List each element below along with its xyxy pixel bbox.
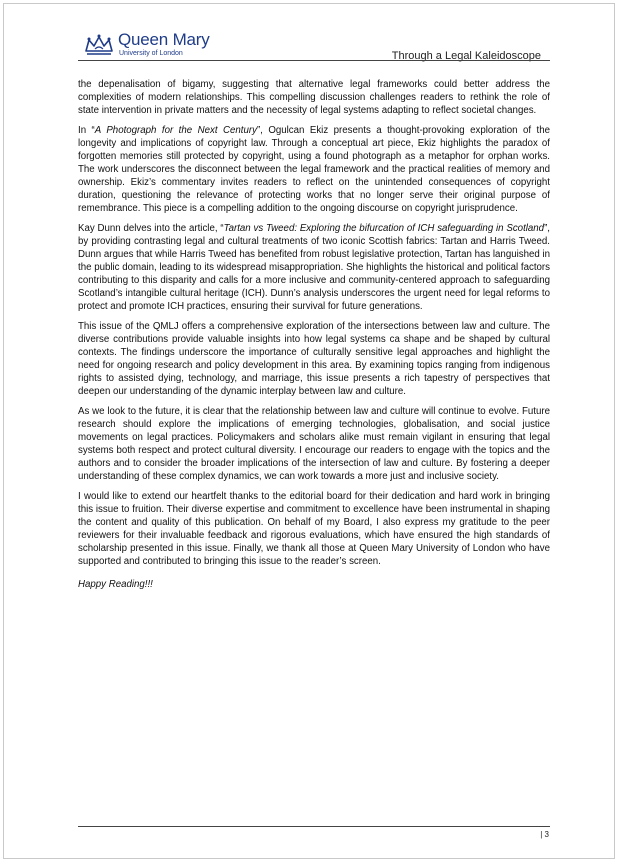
paragraph <box>78 124 550 215</box>
logo-subtitle: University of London <box>119 50 183 57</box>
work-title: Tartan vs Tweed: Exploring the bifurcation of ICH safeguarding in Scotland <box>223 223 545 234</box>
logo-name: Queen Mary <box>118 30 210 49</box>
paragraph: the depenalisation of bigamy, suggesting that alternative legal frameworks could better address the complexities of modern relationships. This compelling discussion challenges readers to rethink the role of state intervention in private matters and the necessity of legal systems adapting to reflect societal changes. <box>78 79 550 116</box>
running-title: Through a Legal Kaleidoscope <box>391 50 541 62</box>
page-number: | 3 <box>540 830 549 839</box>
paragraph-text: ”, by providing contrasting legal and cultural treatments of two iconic Scottish fabrics: Tartan and Harris Tweed. Dunn argues that while Harris Tweed has benefited from robust legislative protection, Tartan has languished in the public domain, leading to its widespread misappropriation. She highlights the historical and political factors contributing to this disparity and calls for a more inclusive and community-centered approach to safeguarding Scotland’s intangible cultural heritage (ICH). Dunn’s analysis underscores the urgent need for legal reforms to protect and promote ICH practices, ensuring their survival for future generations. <box>78 223 550 312</box>
university-logo <box>83 31 210 61</box>
body-text <box>78 78 550 598</box>
paragraph: I would like to extend our heartfelt thanks to the editorial board for their dedication and hard work in bringing this issue to fruition. Their diverse expertise and commitment to excellence have been instrumental in shaping the content and quality of this publication. On behalf of my Board, I also express my gratitude to the peer reviewers for their invaluable feedback and rigorous evaluations, which have ensured the high standards of scholarship presented in this issue. Finally, we thank all those at Queen Mary University of London who have supported and contributed to bringing this issue to the reader’s screen. <box>78 491 550 567</box>
footer-divider <box>78 826 550 827</box>
header-divider <box>78 60 550 61</box>
paragraph-text: ”, Ogulcan Ekiz presents a thought-provoking exploration of the longevity and implications of copyright law. Through a conceptual art piece, Ekiz highlights the paradox of forgotten memories still protected by copyright, using a found photograph as a metaphor for orphan works. The work underscores the disconnect between the legal framework and the practical realities of memory and ownership. Ekiz’s commentary invites readers to reflect on the unintended consequences of copyright duration, questioning the relevance of protecting works that no longer serve their original purpose of remembrance. This piece is a compelling addition to the ongoing discourse on copyright jurisprudence. <box>78 125 551 214</box>
paragraph-text: Kay Dunn delves into the article, “ <box>78 223 224 234</box>
crown-icon <box>83 33 115 57</box>
work-title: A Photograph for the Next Century <box>94 125 257 136</box>
paragraph <box>78 222 550 313</box>
paragraph: As we look to the future, it is clear that the relationship between law and culture will continue to evolve. Future research should explore the implications of emerging technologies, globalisation, and social justice movements on legal practices. Policymakers and scholars alike must remain vigilant in ensuring that legal systems both respect and protect cultural diversity. I encourage our readers to engage with the topics and the authors and to consider the broader implications of the intersection of law and culture. By fostering a deeper understanding of these complex dynamics, we can work towards a more just and inclusive society. <box>78 406 550 482</box>
paragraph: This issue of the QMLJ offers a comprehensive exploration of the intersections between law and culture. The diverse contributions provide valuable insights into how legal systems ca shape and be shaped by cultural contexts. The findings underscore the importance of culturally sensitive legal approaches and highlight the need for ongoing research and policy development in this area. By examining topics ranging from indigenous rights to assisted dying, technology, and marriage, this issue presents a rich tapestry of perspectives that deepen our understanding of the dynamic interplay between law and culture. <box>78 321 550 397</box>
paragraph-text: In “ <box>78 125 95 136</box>
closing-line: Happy Reading!!! <box>78 579 153 590</box>
